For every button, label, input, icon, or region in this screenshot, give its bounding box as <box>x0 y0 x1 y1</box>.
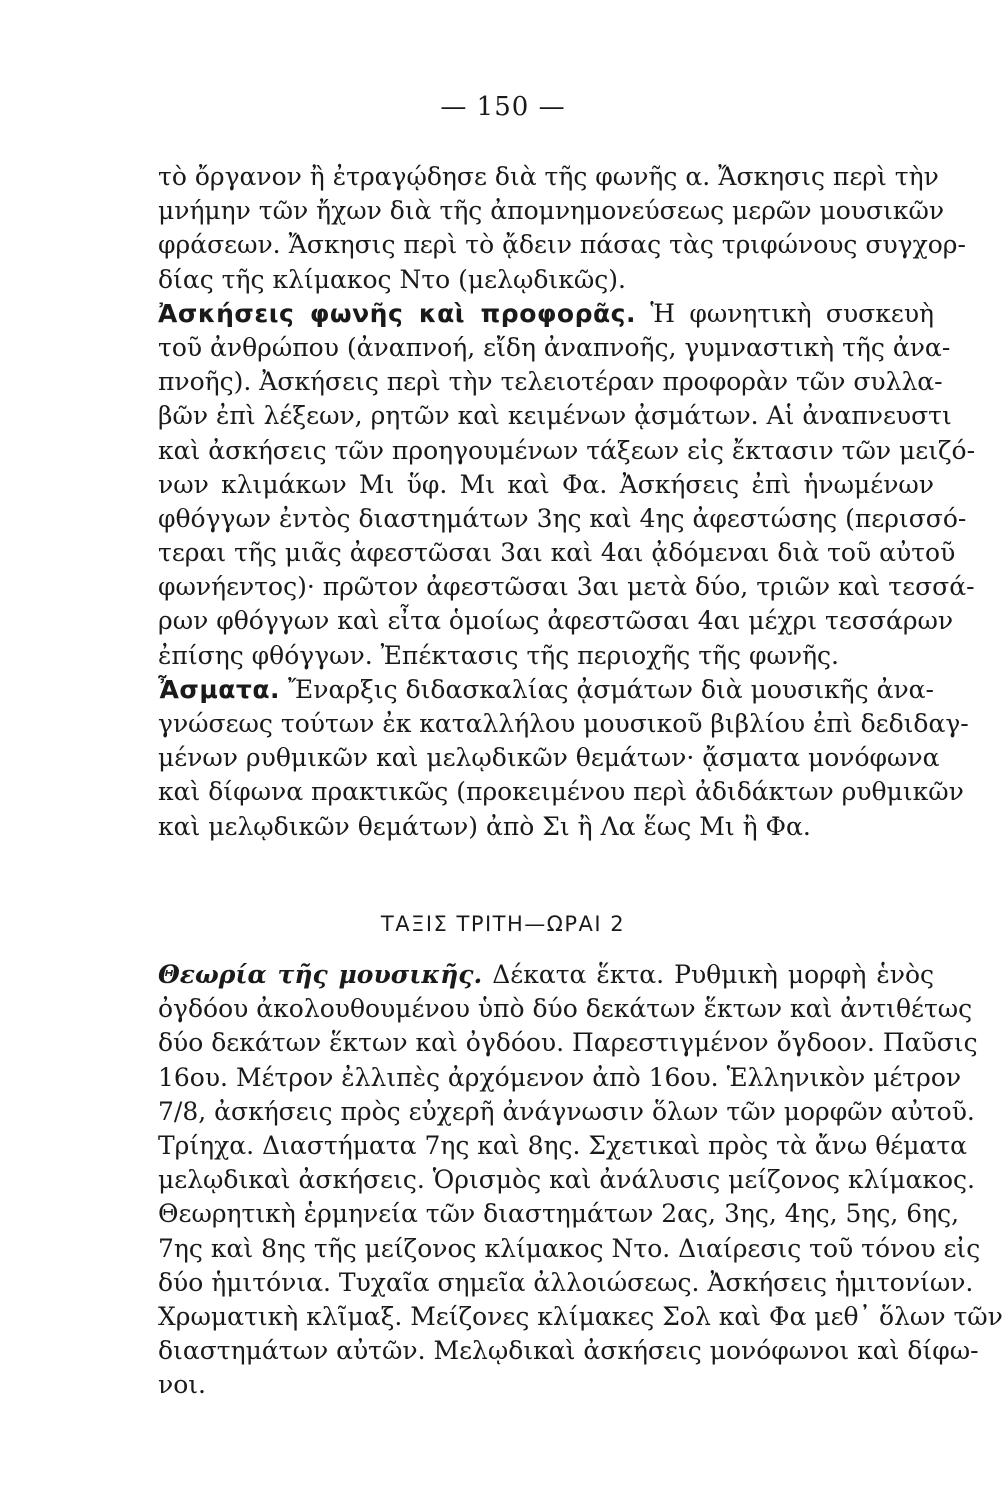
text-line: φθόγγων ἐντὸς διαστημάτων 3ης καὶ 4ης ἀφεστώσης (περισσό- <box>158 503 967 533</box>
text-line: δύο δεκάτων ἕκτων καὶ ὀγδόου. Παρεστιγμένον ὄγδοον. Παῦσις <box>158 1028 978 1058</box>
paragraph-voice-exercises <box>158 297 934 331</box>
text-line: τὸ ὄργανον ἢ ἐτραγῴδησε διὰ τῆς φωνῆς α. Ἄσκησις περὶ τὴν <box>158 162 939 191</box>
section-title: ΤΑΞΙΣ ΤΡΙΤΗ—ΩΡΑΙ 2 <box>380 912 626 936</box>
text-line: ἐπίσης φθόγγων. Ἐπέκτασις τῆς περιοχῆς τῆς φωνῆς. <box>158 640 840 670</box>
text-line: δύο ἡμιτόνια. Τυχαῖα σημεῖα ἀλλοιώσεως. Ἀσκήσεις ἡμιτονίων. <box>158 1267 974 1297</box>
text-line: Τρίηχα. Διαστήματα 7ης καὶ 8ης. Σχετικαὶ πρὸς τὰ ἄνω θέματα <box>158 1130 968 1160</box>
text-line: καὶ δίφωνα πρακτικῶς (προκειμένου περὶ ἀδιδάκτων ρυθμικῶν <box>158 777 964 807</box>
text-line: 7ης καὶ 8ης τῆς μείζονος κλίμακος Ντο. Διαίρεσις τοῦ τόνου εἰς <box>158 1233 981 1263</box>
text-line: φωνήεντος)· πρῶτον ἀφεστῶσαι 3αι μετὰ δύο, τριῶν καὶ τεσσά- <box>158 572 975 602</box>
text-run: Ἡ φωνητικὴ συσκευὴ <box>635 298 934 328</box>
text-line: ὀγδόου ἀκολουθουμένου ὑπὸ δύο δεκάτων ἕκτων καὶ ἀντιθέτως <box>158 994 973 1024</box>
paragraph-group-second-class <box>158 160 976 844</box>
text-line: βῶν ἐπὶ λέξεων, ρητῶν καὶ κειμένων ᾀσμάτων. Αἱ ἀναπνευστι <box>158 401 952 431</box>
text-line: δίας τῆς κλίμακος Ντο (μελῳδικῶς). <box>158 264 626 294</box>
text-line: γνώσεως τούτων ἐκ καταλλήλου μουσικοῦ βιβλίου ἐπὶ δεδιδαγ- <box>158 709 969 738</box>
text-line: τεραι τῆς μιᾶς ἀφεστῶσαι 3αι καὶ 4αι ᾀδόμεναι διὰ τοῦ αὐτοῦ <box>158 538 956 568</box>
text-line: μένων ρυθμικῶν καὶ μελῳδικῶν θεμάτων· ᾄσματα μονόφωνα <box>158 743 940 773</box>
text-line: Χρωματικὴ κλῖμαξ. Μείζονες κλίμακες Σολ καὶ Φα μεθ᾽ ὅλων τῶν <box>158 1301 1003 1331</box>
text-line: μνήμην τῶν ἤχων διὰ τῆς ἀπομνημονεύσεως μερῶν μουσικῶν <box>158 196 945 226</box>
text-line: 7/8, ἀσκήσεις πρὸς εὐχερῆ ἀνάγνωσιν ὅλων τῶν μορφῶν αὐτοῦ. <box>158 1096 975 1126</box>
text-line: μελῳδικαὶ ἀσκήσεις. Ὁρισμὸς καὶ ἀνάλυσις μείζονος κλίμακος. <box>158 1165 976 1195</box>
text-line: τοῦ ἀνθρώπου (ἀναπνοή, εἴδη ἀναπνοῆς, γυμναστικὴ τῆς ἀνα- <box>158 332 951 362</box>
page-number: — 150 — <box>440 92 566 122</box>
paragraph-music-theory <box>158 958 934 992</box>
text-run: Ἔναρξις διδασκαλίας ᾀσμάτων διὰ μουσικῆς ἀνα- <box>280 674 934 704</box>
text-line: καὶ ἀσκήσεις τῶν προηγουμένων τάξεων εἰς ἔκτασιν τῶν μειζό- <box>158 435 976 465</box>
text-line: φράσεων. Ἄσκησις περὶ τὸ ᾄδειν πάσας τὰς τριφώνους συγχορ- <box>158 230 966 260</box>
text-line: ρων φθόγγων καὶ εἶτα ὁμοίως ἀφεστῶσαι 4αι μέχρι τεσσάρων <box>158 606 954 636</box>
subheading-songs: Ἆσματα. <box>158 674 281 704</box>
text-line: καὶ μελῳδικῶν θεμάτων) ἀπὸ Σι ἢ Λα ἕως Μι ἢ Φα. <box>158 811 811 841</box>
text-line: πνοῆς). Ἀσκήσεις περὶ τὴν τελειοτέραν προφορὰν τῶν συλλα- <box>158 367 943 397</box>
text-line: διαστημάτων αὐτῶν. Μελῳδικαὶ ἀσκήσεις μονόφωνοι καὶ δίφω- <box>158 1336 979 1366</box>
text-run: Δέκατα ἕκτα. Ρυθμικὴ μορφὴ ἑνὸς <box>482 960 935 989</box>
subheading-music-theory: Θεωρία τῆς μουσικῆς. <box>158 960 483 989</box>
paragraph-songs <box>158 673 934 707</box>
text-line: Θεωρητικὴ ἑρμηνεία τῶν διαστημάτων 2ας, 3ης, 4ης, 5ης, 6ης, <box>158 1199 960 1229</box>
text-line: νων κλιμάκων Μι ὕφ. Μι καὶ Φα. Ἀσκήσεις ἐπὶ ἡνωμένων <box>158 469 934 499</box>
text-line: νοι. <box>158 1370 206 1400</box>
paragraph-group-third-class <box>158 958 1003 1402</box>
subheading-voice-exercises: Ἀσκήσεις φωνῆς καὶ προφορᾶς. <box>158 298 636 328</box>
text-line: 16ου. Μέτρον ἐλλιπὲς ἀρχόμενον ἀπὸ 16ου. Ἑλληνικὸν μέτρον <box>158 1062 962 1092</box>
